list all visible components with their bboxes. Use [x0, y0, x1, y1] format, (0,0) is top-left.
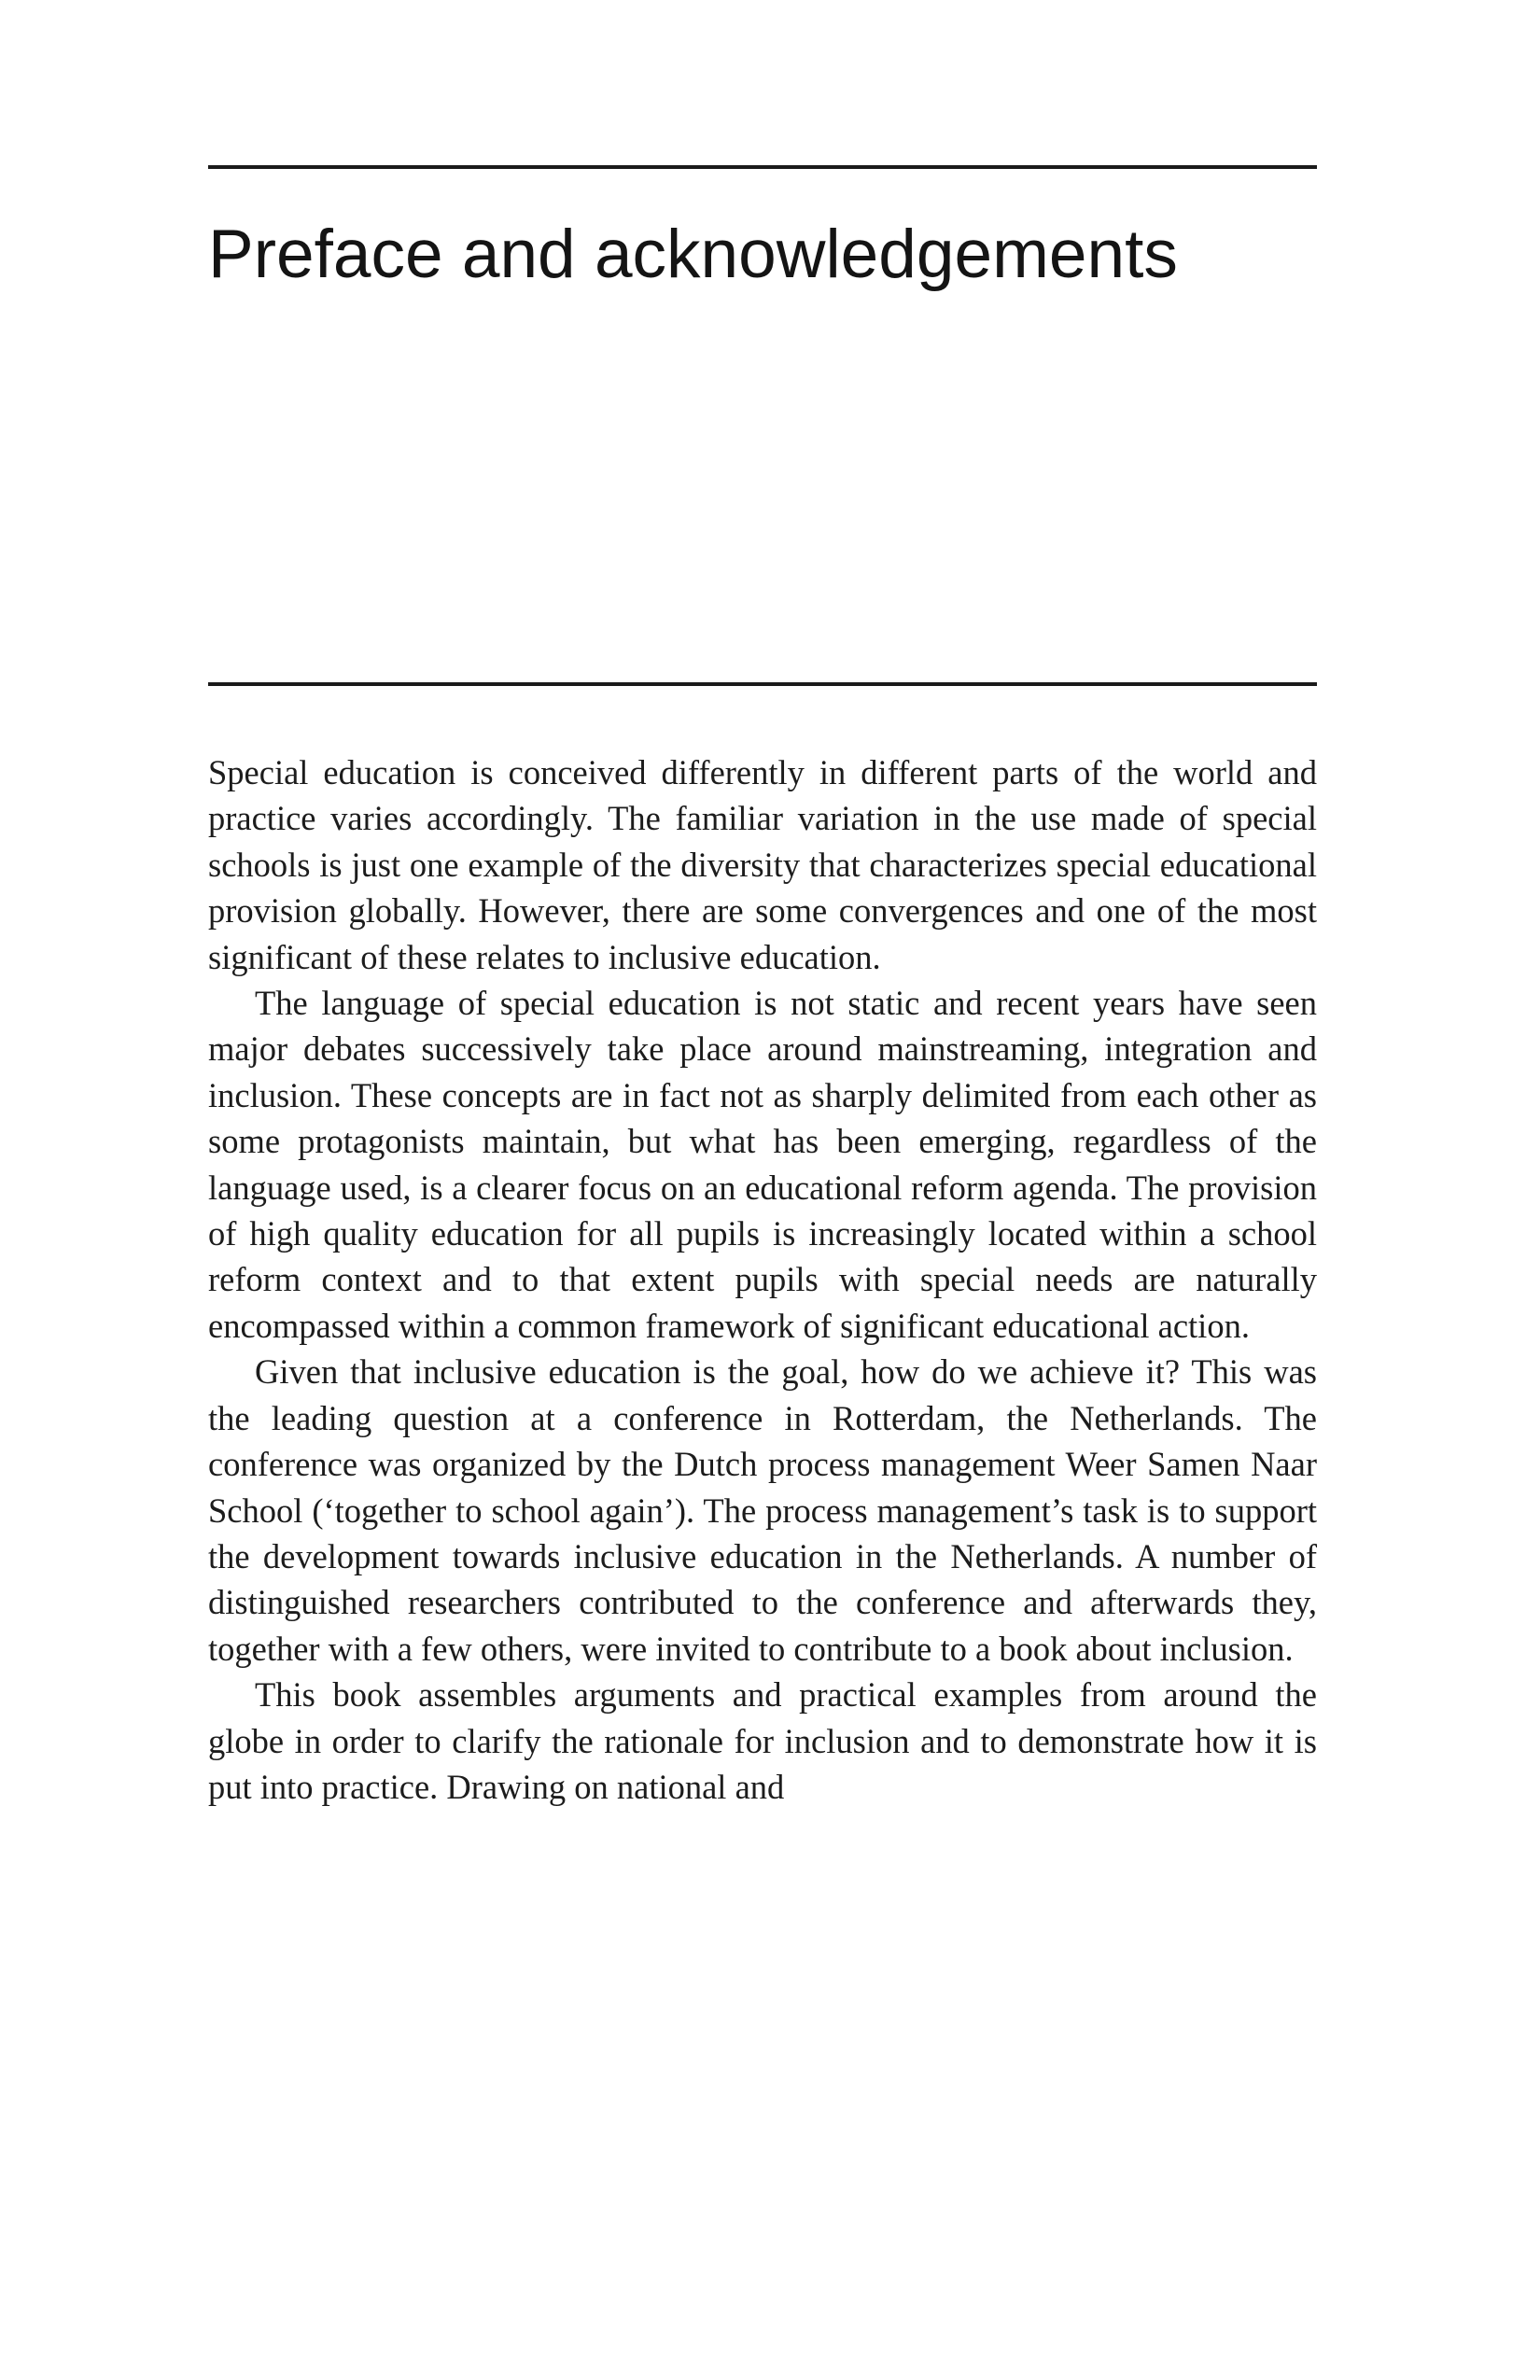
- top-rule: [208, 165, 1317, 169]
- paragraph-1: Special education is conceived differently in different parts of the world and practice varies accordingly. The familiar variation in the use made of special schools is just one example of the diversity that characterizes special educational provision globally. However, there are some convergences and one of the most significant of these relates to inclusive education.: [208, 753, 1317, 976]
- bottom-rule: [208, 682, 1317, 686]
- paragraph-4: This book assembles arguments and practical examples from around the globe in order to clarify the rationale for inclusion and to demonstrate how it is put into practice. Drawing on national and: [208, 1675, 1317, 1806]
- page-title: Preface and acknowledgements: [208, 217, 1178, 292]
- body-text: [208, 749, 1317, 1810]
- paragraph-3: Given that inclusive education is the goal, how do we achieve it? This was the leading question at a conference in Rotterdam, the Netherlands. The conference was organized by the Dutch process management Weer Samen Naar School (‘together to school again’). The process management’s task is to support the development towards inclusive education in the Netherlands. A number of distinguished researchers contributed to the conference and afterwards they, together with a few others, were invited to contribute to a book about inclusion.: [208, 1352, 1317, 1668]
- paragraph-2: The language of special education is not static and recent years have seen major debates successively take place around mainstreaming, integration and inclusion. These concepts are in fact not as sharply delimited from each other as some protagonists maintain, but what has been emerging, regardless of the language used, is a clearer focus on an educational reform agenda. The provision of high quality education for all pupils is increasingly located within a school reform context and to that extent pupils with special needs are naturally encompassed within a common framework of significant educational action.: [208, 984, 1317, 1345]
